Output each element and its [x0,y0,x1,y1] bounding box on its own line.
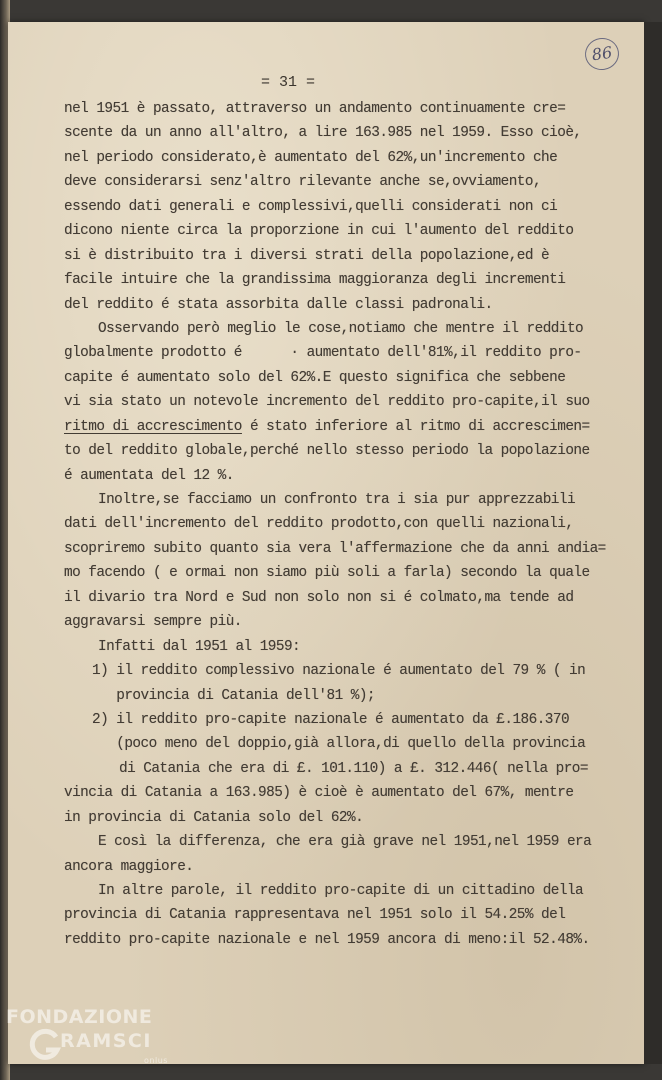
text-line: Osservando però meglio le cose,notiamo che mentre il reddito [98,320,584,337]
text-line: globalmente prodotto é · aumentato dell'81%,il reddito pro- [64,345,582,362]
text-line: (poco meno del doppio,già allora,di quello della provincia [92,736,586,753]
text-line: di Catania che era di £. 101.110) a £. 312.446( nella pro= [119,760,588,777]
text-line: é aumentata del 12 %. [64,467,234,484]
underlined-phrase: ritmo di accrescimento [64,418,242,435]
text-line: 2) il reddito pro-capite nazionale é aumentato da £.186.370 [92,711,570,728]
text-line: si è distribuito tra i diversi strati della popolazione,ed è [64,247,550,264]
text-line: 1) il reddito complessivo nazionale é aumentato del 79 % ( in [92,663,586,680]
watermark-line1: FONDAZIONE [6,1006,153,1028]
text-line: scente da un anno all'altro, a lire 163.985 nel 1959. Esso cioè, [64,125,582,142]
line-continuation: é stato inferiore al ritmo di accrescimen= [241,418,590,435]
text-line: il divario tra Nord e Sud non solo non si é colmato,ma tende ad [64,589,574,606]
text-line: dicono niente circa la proporzione in cui l'aumento del reddito [64,223,574,240]
watermark-suffix: onlus [144,1056,168,1065]
text-line: scopriremo subito quanto sia vera l'affermazione che da anni andia= [64,540,606,557]
text-line: del reddito é stata assorbita dalle classi padronali. [64,296,493,313]
text-line: deve considerarsi senz'altro rilevante anche se,ovviamento, [64,174,542,191]
text-line: Infatti dal 1951 al 1959: [98,638,301,655]
text-line: ancora maggiore. [64,858,194,875]
text-line: nel periodo considerato,è aumentato del 62%,un'incremento che [64,149,558,166]
fondazione-gramsci-watermark [6,1006,166,1076]
text-line: provincia di Catania dell'81 %); [92,687,376,704]
text-line: capite é aumentato solo del 62%.E questo significa che sebbene [64,369,566,386]
folio-annotation: 86 [583,36,621,72]
scan-border-right [644,22,662,1064]
text-line: reddito pro-capite nazionale e nel 1959 ancora di meno:il 52.48%. [64,931,590,948]
text-line: provincia di Catania rappresentava nel 1951 solo il 54.25% del [64,907,566,924]
text-line: in provincia di Catania solo del 62%. [64,809,364,826]
text-line: facile intuire che la grandissima maggioranza degli incrementi [64,272,566,289]
text-line: Inoltre,se facciamo un confronto tra i sia pur apprezzabili [98,492,576,508]
text-line: In altre parole, il reddito pro-capite di un cittadino della [98,883,584,899]
watermark-line2 [28,1030,152,1052]
text-line: vincia di Catania a 163.985) è cioè è aumentato del 67%, mentre [64,785,574,802]
text-line: to del reddito globale,perché nello stesso periodo la popolazione [64,443,590,460]
typewritten-text [64,97,624,952]
text-line: E così la differenza, che era già grave nel 1951,nel 1959 era [98,834,592,851]
text-line [64,415,624,439]
text-line: dati dell'incremento del reddito prodotto,con quelli nazionali, [64,516,574,533]
text-line: vi sia stato un notevole incremento del reddito pro-capite,il suo [64,394,590,411]
text-line: aggravarsi sempre più. [64,614,242,631]
page-number: = 31 = [260,74,315,91]
document-page [8,22,644,1064]
text-line: nel 1951 è passato, attraverso un andamento continuamente cre= [64,101,566,117]
text-line: mo facendo ( e ormai non siamo più soli a farla) secondo la quale [64,565,590,582]
watermark-line2-text: RAMSCI [60,1030,152,1052]
text-line: essendo dati generali e complessivi,quelli considerati non ci [64,198,558,215]
